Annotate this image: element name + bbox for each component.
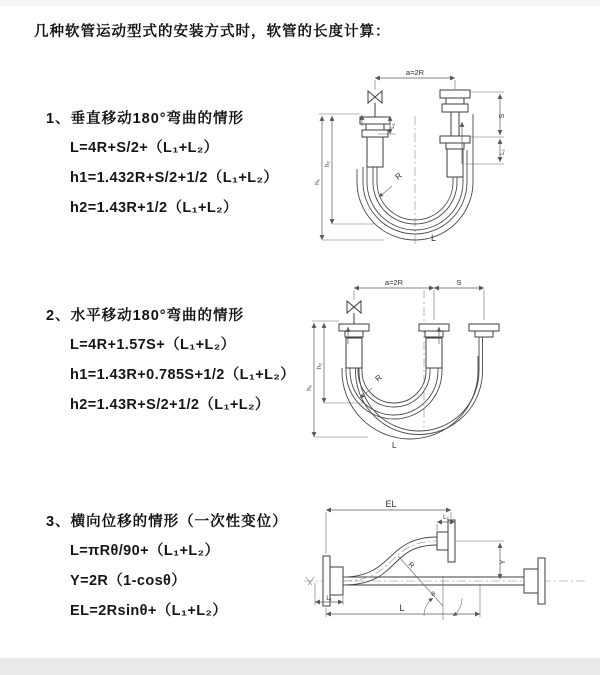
- dim-label-l1: L₁: [390, 123, 396, 129]
- angle-label: θ: [431, 591, 435, 598]
- dimension-el: [326, 499, 451, 554]
- dimension-a2r: [354, 278, 434, 288]
- hose-u-curves: [342, 337, 483, 439]
- section-1-formula-h2: h2=1.43R+1/2（L₁+L₂）: [70, 200, 238, 216]
- section-1-formula-h1: h1=1.432R+S/2+1/2（L₁+L₂）: [70, 170, 279, 186]
- section-2-formula-l: L=4R+1.57S+（L₁+L₂）: [70, 337, 236, 353]
- section-2-heading: 2、水平移动180°弯曲的情形: [46, 308, 245, 324]
- radius-label: R: [373, 372, 384, 384]
- dim-label-l2: L₂: [500, 149, 506, 155]
- upper-flange: [437, 520, 455, 562]
- dimension-y: [456, 541, 507, 579]
- section-3-formula-y: Y=2R（1-cosθ）: [70, 573, 187, 589]
- dim-label-h2: h₂: [316, 362, 323, 370]
- section-3-formula-el: EL=2Rsinθ+（L₁+L₂）: [70, 603, 228, 619]
- page-title: 几种软管运动型式的安装方式时，软管的长度计算：: [34, 24, 391, 40]
- radius-label: R: [393, 170, 404, 182]
- dim-label-l: L: [399, 603, 405, 613]
- diagram-vertical-180-bend: [312, 64, 547, 259]
- dim-label-y: Y: [500, 559, 507, 565]
- dim-label-l2: L₂: [443, 515, 449, 521]
- length-label: L: [431, 233, 437, 243]
- dim-label-s: S: [456, 278, 462, 287]
- section-1-formula-l: L=4R+S/2+（L₁+L₂）: [70, 140, 219, 156]
- length-label: L: [392, 441, 397, 450]
- left-flange: [339, 324, 369, 368]
- left-flange: [360, 117, 390, 167]
- dim-label-a2r: a=2R: [384, 278, 404, 287]
- dimension-a2r: [375, 68, 455, 90]
- dim-label-l1: L₁: [326, 596, 332, 602]
- section-2-formula-h1: h1=1.43R+0.785S+1/2（L₁+L₂）: [70, 367, 296, 383]
- diagram-horizontal-180-bend: [306, 276, 596, 471]
- page-bottom-edge: [0, 658, 600, 675]
- s-curve-hose: [343, 537, 437, 585]
- middle-flange: [419, 324, 449, 368]
- dimension-l2: [465, 139, 506, 164]
- dimension-s: [434, 278, 484, 288]
- section-3-heading: 3、横向位移的情形（一次性变位）: [46, 514, 288, 530]
- page-top-edge: [0, 0, 600, 6]
- section-1-heading: 1、垂直移动180°弯曲的情形: [46, 111, 245, 127]
- dim-label-h1: h₁: [314, 179, 321, 185]
- dimension-s: [470, 92, 506, 137]
- dim-label-s: S: [499, 113, 506, 119]
- dim-label-el: EL: [385, 499, 397, 509]
- radius-label: R: [406, 561, 416, 570]
- radius-angle-construction: [398, 556, 462, 620]
- dim-label-h1: h₁: [306, 385, 313, 391]
- right-flange: [469, 324, 499, 337]
- section-2-formula-h2: h2=1.43R+S/2+1/2（L₁+L₂）: [70, 397, 270, 413]
- section-3-formula-l: L=πRθ/90+（L₁+L₂）: [70, 543, 220, 559]
- radius-leader: [379, 171, 404, 197]
- dim-label-h2: h₂: [324, 160, 331, 168]
- valve-icon: [347, 301, 361, 324]
- diagram-lateral-displacement: [296, 496, 596, 641]
- dim-label-a2r: a=2R: [405, 68, 425, 77]
- valve-icon: [368, 91, 382, 117]
